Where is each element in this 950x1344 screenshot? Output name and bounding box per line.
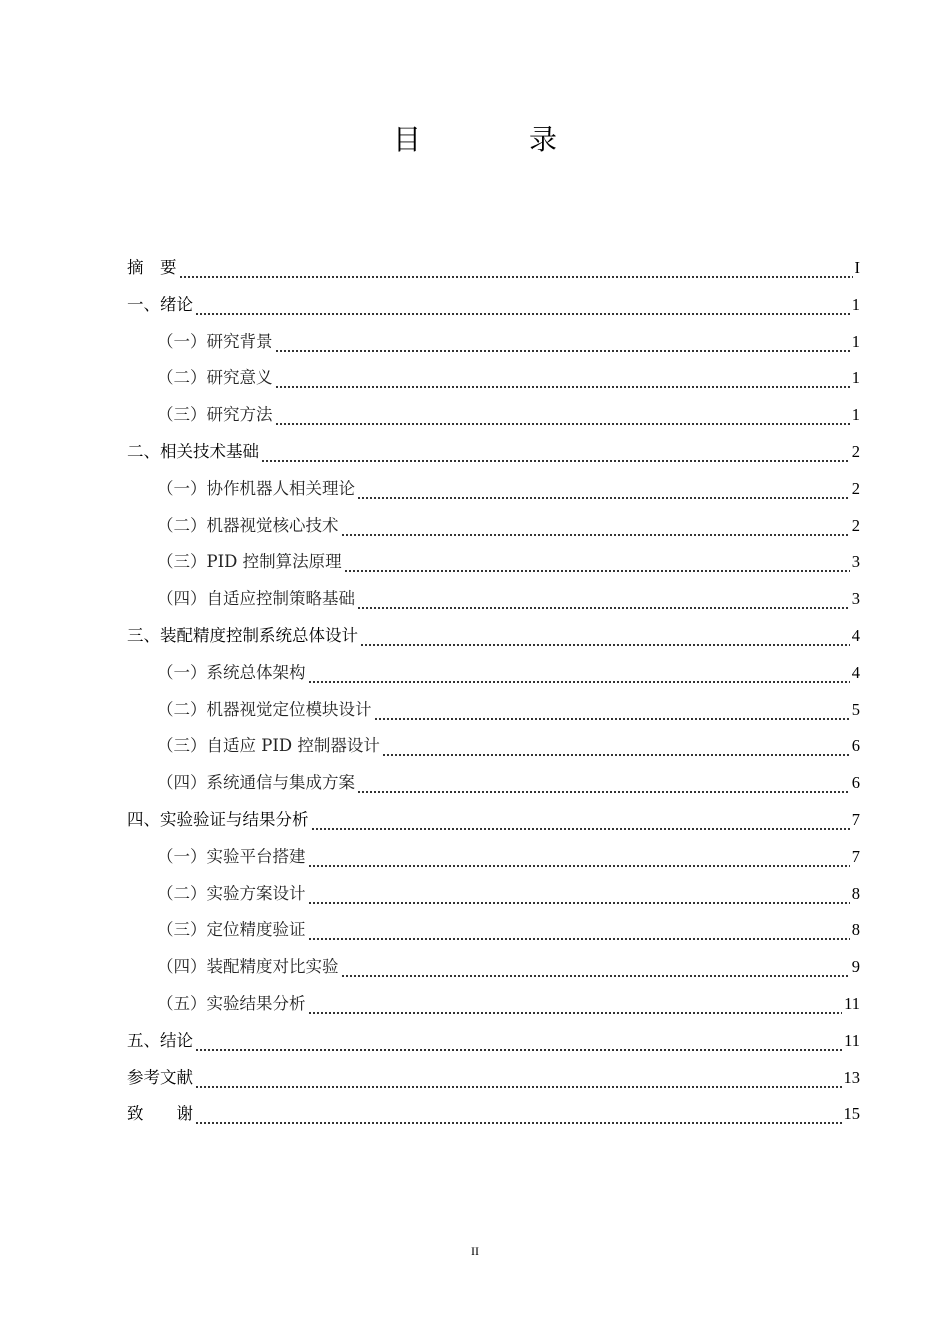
toc-entry-17[interactable] <box>127 839 860 876</box>
toc-entry-14[interactable] <box>127 728 860 765</box>
toc-entry-15[interactable] <box>127 765 860 802</box>
toc-entry-label: 三、装配精度控制系统总体设计 <box>127 625 358 645</box>
toc-entry-page-number: 8 <box>851 883 860 903</box>
toc-entry-label: （二）机器视觉核心技术 <box>157 515 339 535</box>
toc-entry-label: 参考文献 <box>127 1067 193 1087</box>
toc-entry-label: （四）装配精度对比实验 <box>157 957 339 977</box>
toc-leader-dots <box>374 692 850 729</box>
toc-entry-18[interactable] <box>127 876 860 913</box>
toc-leader-dots <box>308 986 843 1023</box>
toc-leader-dots <box>195 1023 842 1060</box>
toc-list <box>127 250 860 1133</box>
toc-entry-12[interactable] <box>127 655 860 692</box>
toc-entry-8[interactable] <box>127 508 860 545</box>
toc-entry-4[interactable] <box>127 360 860 397</box>
toc-entry-page-number: 6 <box>851 736 860 756</box>
toc-entry-page-number: 1 <box>851 405 860 425</box>
toc-entry-label: （四）系统通信与集成方案 <box>157 773 355 793</box>
toc-leader-dots <box>179 250 853 287</box>
toc-entry-page-number: 3 <box>851 552 860 572</box>
toc-entry-1[interactable] <box>127 250 860 287</box>
toc-entry-label: （三）PID 控制算法原理 <box>157 552 342 572</box>
toc-entry-page-number: 4 <box>851 662 860 682</box>
toc-entry-label: 二、相关技术基础 <box>127 441 259 461</box>
toc-entry-page-number: 1 <box>851 368 860 388</box>
toc-entry-label: （三）自适应 PID 控制器设计 <box>157 736 380 756</box>
toc-entry-21[interactable] <box>127 986 860 1023</box>
toc-entry-23[interactable] <box>127 1060 860 1097</box>
toc-leader-dots <box>357 471 850 508</box>
toc-title: 目 录 <box>392 123 597 156</box>
toc-entry-16[interactable] <box>127 802 860 839</box>
toc-leader-dots <box>261 434 850 471</box>
toc-leader-dots <box>195 287 850 324</box>
toc-leader-dots <box>195 1060 842 1097</box>
toc-entry-label: （二）实验方案设计 <box>157 883 306 903</box>
toc-entry-3[interactable] <box>127 324 860 361</box>
toc-entry-6[interactable] <box>127 434 860 471</box>
toc-entry-label: （一）系统总体架构 <box>157 662 306 682</box>
toc-entry-9[interactable] <box>127 544 860 581</box>
toc-entry-label: 五、结论 <box>127 1030 193 1050</box>
toc-leader-dots <box>344 544 850 581</box>
toc-leader-dots <box>357 765 850 802</box>
toc-entry-label: （三）研究方法 <box>157 405 273 425</box>
toc-leader-dots <box>275 397 850 434</box>
toc-entry-label: （三）定位精度验证 <box>157 920 306 940</box>
toc-entry-label: （一）研究背景 <box>157 331 273 351</box>
toc-entry-page-number: I <box>854 258 860 277</box>
toc-entry-24[interactable] <box>127 1096 860 1133</box>
toc-leader-dots <box>357 581 850 618</box>
toc-leader-dots <box>308 876 850 913</box>
toc-entry-label: 致 谢 <box>127 1104 193 1124</box>
toc-entry-label: （二）机器视觉定位模块设计 <box>157 699 372 719</box>
toc-entry-label: （一）协作机器人相关理论 <box>157 478 355 498</box>
toc-leader-dots <box>341 508 850 545</box>
toc-entry-5[interactable] <box>127 397 860 434</box>
page-number: II <box>471 1244 479 1258</box>
toc-entry-page-number: 5 <box>851 699 860 719</box>
toc-entry-page-number: 1 <box>851 294 860 314</box>
toc-entry-page-number: 13 <box>843 1067 860 1087</box>
toc-entry-label: （五）实验结果分析 <box>157 993 306 1013</box>
toc-entry-label: 四、实验验证与结果分析 <box>127 809 309 829</box>
toc-entry-20[interactable] <box>127 949 860 986</box>
toc-entry-page-number: 9 <box>851 957 860 977</box>
toc-entry-page-number: 7 <box>851 809 860 829</box>
toc-entry-label: （四）自适应控制策略基础 <box>157 589 355 609</box>
toc-entry-page-number: 6 <box>851 773 860 793</box>
toc-leader-dots <box>275 360 850 397</box>
toc-entry-page-number: 2 <box>851 478 860 498</box>
toc-entry-label: （二）研究意义 <box>157 368 273 388</box>
toc-leader-dots <box>275 324 850 361</box>
toc-entry-page-number: 3 <box>851 589 860 609</box>
toc-entry-page-number: 2 <box>851 515 860 535</box>
toc-leader-dots <box>308 912 850 949</box>
toc-leader-dots <box>308 839 850 876</box>
toc-leader-dots <box>195 1096 842 1133</box>
toc-entry-page-number: 2 <box>851 441 860 461</box>
toc-entry-page-number: 1 <box>851 331 860 351</box>
toc-entry-label: （一）实验平台搭建 <box>157 846 306 866</box>
toc-entry-10[interactable] <box>127 581 860 618</box>
toc-entry-page-number: 7 <box>851 846 860 866</box>
toc-leader-dots <box>382 728 850 765</box>
toc-entry-2[interactable] <box>127 287 860 324</box>
toc-entry-page-number: 11 <box>844 1030 860 1050</box>
toc-entry-13[interactable] <box>127 692 860 729</box>
toc-leader-dots <box>360 618 850 655</box>
toc-entry-page-number: 4 <box>851 625 860 645</box>
toc-leader-dots <box>341 949 850 986</box>
toc-leader-dots <box>311 802 850 839</box>
toc-entry-label: 摘 要 <box>127 258 177 277</box>
toc-entry-label: 一、绪论 <box>127 294 193 314</box>
toc-leader-dots <box>308 655 850 692</box>
toc-entry-7[interactable] <box>127 471 860 508</box>
toc-entry-22[interactable] <box>127 1023 860 1060</box>
toc-entry-page-number: 11 <box>844 993 860 1013</box>
toc-entry-page-number: 8 <box>851 920 860 940</box>
toc-entry-page-number: 15 <box>843 1104 860 1124</box>
toc-entry-19[interactable] <box>127 912 860 949</box>
toc-entry-11[interactable] <box>127 618 860 655</box>
